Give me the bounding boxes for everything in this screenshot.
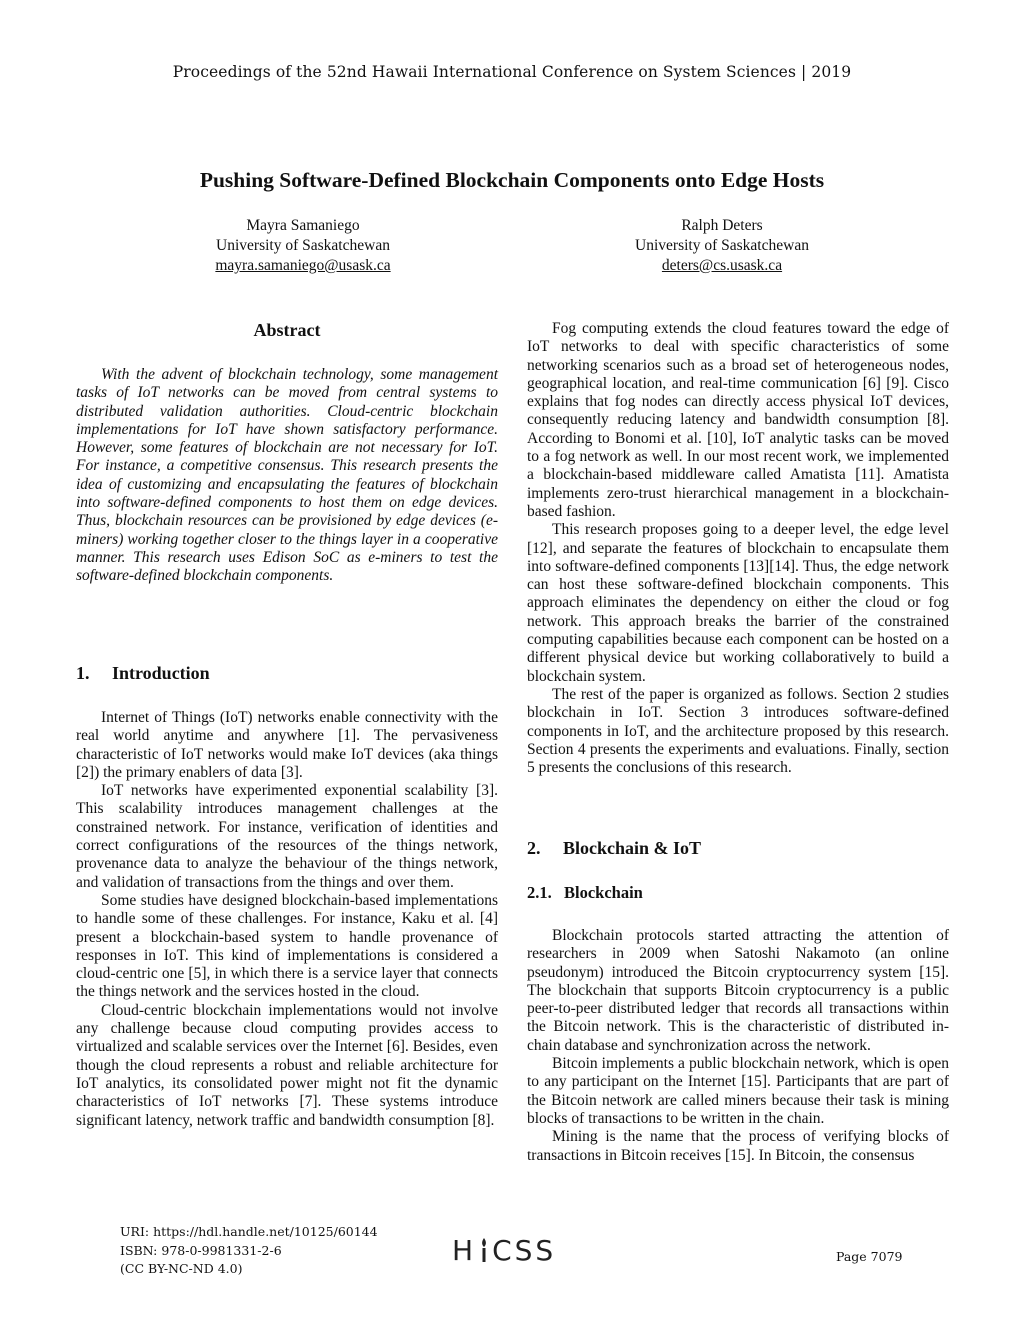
paragraph: The rest of the paper is organized as follows. Section 2 studies blockchain in IoT. Section 3 introduces software-defined components in IoT, and the architecture proposed by this research. Section 4 presents the experiments and evaluations. Finally, section 5 presents the conclusions of this research. [527,685,949,777]
author-affiliation: University of Saskatchewan [216,237,390,254]
page-number: Page 7079 [836,1249,903,1264]
footer-metadata [120,1223,378,1279]
paragraph: Bitcoin implements a public blockchain network, which is open to any participant on the Internet [15]. Participants that are part of the Bitcoin network are called miners because their task is mining blocks of transactions to be written in the chain. [527,1055,949,1127]
footer-uri: URI: https://hdl.handle.net/10125/60144 [120,1224,378,1239]
footer-isbn: ISBN: 978-0-9981331-2-6 [120,1242,282,1258]
section-number: 2.1. [527,883,552,902]
paragraph: Some studies have designed blockchain-based implementations to handle some of these challenges. For instance, Kaku et al. [4] present a blockchain-based system to handle provenance of responses in IoT. This kind of implementations is considered a cloud-centric one [5], in which there is a service layer that connects the things network and the services hosted in the cloud. [76,891,498,1001]
section-title: Blockchain [564,883,643,902]
paragraph: IoT networks have experimented exponential scalability [3]. This scalability introduces management challenges at the constrained network. For instance, verification of identities and correct configurations of the resources of the things network, provenance data to analyze the behaviour of the things network, and validation of transactions from the things and over them. [76,782,498,891]
section-title: Blockchain & IoT [563,838,702,858]
author-email-link[interactable]: mayra.samaniego@usask.ca [215,257,391,274]
author-email-link[interactable]: deters@cs.usask.ca [661,257,783,274]
section-2-heading [527,838,701,859]
paragraph: Blockchain protocols started attracting the attention of researchers in 2009 when Satoshi Nakamoto (an online pseudonym) introduced the Bitcoin cryptocurrency system [15]. The blockchain that supports Bitcoin cryptocurrency is a public peer-to-peer distributed ledger that records all transactions within the Bitcoin network. This is the characteristic of distributed in-chain database and synchronization across the network. [527,927,949,1054]
author-affiliation: University of Saskatchewan [635,237,809,254]
author-name: Mayra Samaniego [246,217,360,234]
section-2-1-heading [527,883,643,903]
intro-body [76,709,498,1130]
paragraph: Mining is the name that the process of verifying blocks of transactions in Bitcoin receives [15]. In Bitcoin, the consensus [527,1128,949,1164]
section-number: 2. [527,838,541,858]
section-2-1-body [527,927,949,1165]
paragraph: Fog computing extends the cloud features toward the edge of IoT networks to deal with specific characteristics of some networking scenarios such as a broad set of heterogeneous nodes, geographical location, and real-time communication [6] [9]. Cisco explains that fog nodes can directly access physical IoT devices, consequently reducing latency and bandwidth consumption [8]. According to Bonomi et al. [10], IoT analytic tasks can be moved to a fog network as well. In our most recent work, we implemented a blockchain-based middleware called Amatista [11]. Amatista implements zero-trust hierarchical management in a blockchain-based fashion. [527,320,949,520]
paragraph: Cloud-centric blockchain implementations would not involve any challenge because cloud computing provides access to virtualized and scalable services over the Internet [6]. Besides, even though the cloud represents a robust and reliable architecture for IoT analytics, its consolidated power might not fit the dynamic characteristics of IoT networks [7]. These systems introduce significant latency, network traffic and bandwidth consumption [8]. [76,1001,498,1129]
section-1-heading [76,663,210,684]
right-column-body [527,320,949,777]
proceedings-header: Proceedings of the 52nd Hawaii International Conference on System Sciences | 2019 [172,63,852,81]
abstract-text: With the advent of blockchain technology, some management tasks of IoT networks can be moved from central systems to distributed validation authorities. Cloud-centric blockchain implementations for IoT have shown satisfactory performance. However, some features of blockchain are not necessary for IoT. For instance, a competitive consensus. This research presents the idea of customizing and encapsulating the features of blockchain into software-defined components to host them on edge devices. Thus, blockchain resources can be provisioned by edge devices (e-miners) working together closer to the things layer in a cooperative manner. This research uses Edison SoC as e-miners to test the software-defined blockchain components. [76,366,498,585]
author-block-2 [592,216,852,276]
author-name: Ralph Deters [681,217,763,234]
logo-letters-css: CSS [492,1234,557,1267]
author-block-1 [173,216,433,276]
paper-title: Pushing Software-Defined Blockchain Components onto Edge Hosts [199,168,825,192]
hicss-logo [452,1234,556,1267]
footer-license: (CC BY-NC-ND 4.0) [120,1261,243,1276]
section-number: 1. [76,663,90,683]
section-title: Introduction [112,663,210,683]
paragraph: This research proposes going to a deeper level, the edge level [12], and separate the features of blockchain to encapsulate them into software-defined components [13][14]. Thus, the edge network can host these software-defined blockchain components. This approach eliminates the dependency on either the cloud or fog network. This approach breaks the barrier of the constrained computing capabilities because each component can be hosted on a different physical device but working collaboratively to build a blockchain system. [527,521,949,685]
logo-letter-h: H [452,1234,477,1267]
paragraph: Internet of Things (IoT) networks enable connectivity with the real world anytime and anywhere [1]. The pervasiveness characteristic of IoT networks would make IoT devices (aka things [2]) the primary enablers of data [3]. [76,709,498,781]
abstract-heading: Abstract [253,320,321,340]
torch-icon [477,1237,491,1263]
